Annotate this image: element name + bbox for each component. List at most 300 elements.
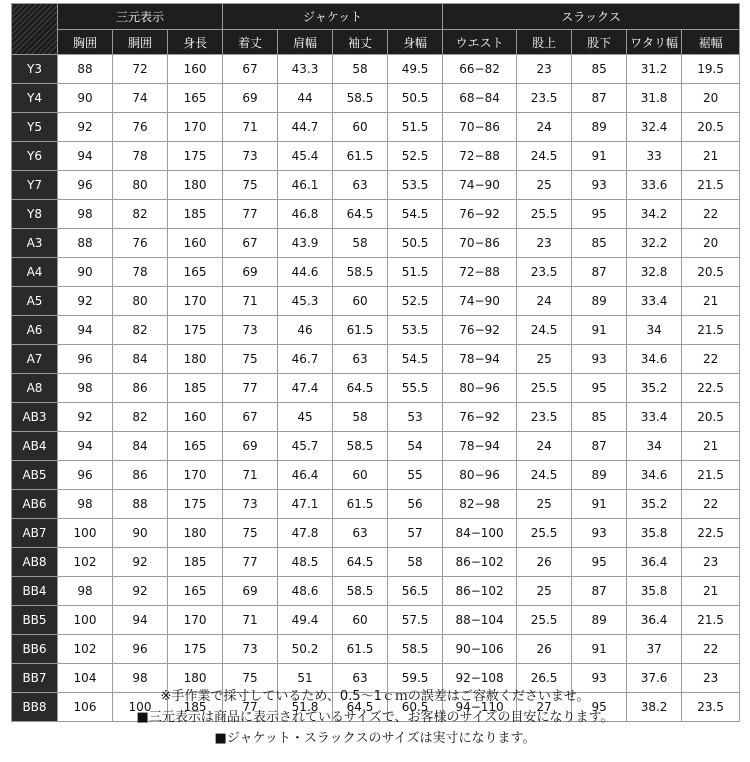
table-cell: 91 xyxy=(572,635,627,664)
table-row xyxy=(12,490,740,519)
table-row xyxy=(12,461,740,490)
table-cell: 24.5 xyxy=(517,461,572,490)
table-cell: 165 xyxy=(168,84,223,113)
row-size-label: Y8 xyxy=(12,200,58,229)
row-size-label: Y5 xyxy=(12,113,58,142)
table-cell: 170 xyxy=(168,113,223,142)
table-cell: 93 xyxy=(572,171,627,200)
table-cell: 26 xyxy=(517,548,572,577)
table-row xyxy=(12,635,740,664)
table-cell: 56.5 xyxy=(388,577,443,606)
table-cell: 24 xyxy=(517,287,572,316)
table-cell: 185 xyxy=(168,693,223,722)
row-size-label: BB4 xyxy=(12,577,58,606)
table-body xyxy=(12,55,740,722)
table-cell: 76−92 xyxy=(443,403,517,432)
table-cell: 22 xyxy=(682,490,740,519)
table-cell: 165 xyxy=(168,258,223,287)
table-cell: 95 xyxy=(572,548,627,577)
table-cell: 58.5 xyxy=(333,84,388,113)
table-cell: 54.5 xyxy=(388,345,443,374)
table-cell: 73 xyxy=(223,142,278,171)
table-cell: 87 xyxy=(572,258,627,287)
table-cell: 25.5 xyxy=(517,200,572,229)
table-cell: 85 xyxy=(572,55,627,84)
table-cell: 51.8 xyxy=(278,693,333,722)
table-cell: 85 xyxy=(572,403,627,432)
table-cell: 49.4 xyxy=(278,606,333,635)
table-cell: 92 xyxy=(58,287,113,316)
table-cell: 22.5 xyxy=(682,374,740,403)
table-cell: 98 xyxy=(58,374,113,403)
table-cell: 165 xyxy=(168,577,223,606)
table-row xyxy=(12,606,740,635)
table-cell: 45.4 xyxy=(278,142,333,171)
table-cell: 64.5 xyxy=(333,548,388,577)
table-cell: 64.5 xyxy=(333,374,388,403)
table-cell: 90 xyxy=(58,84,113,113)
table-cell: 78 xyxy=(113,142,168,171)
table-cell: 66−82 xyxy=(443,55,517,84)
table-cell: 35.8 xyxy=(627,519,682,548)
table-cell: 88 xyxy=(58,55,113,84)
table-cell: 33.6 xyxy=(627,171,682,200)
table-cell: 47.4 xyxy=(278,374,333,403)
table-cell: 84 xyxy=(113,432,168,461)
table-cell: 73 xyxy=(223,490,278,519)
table-cell: 23 xyxy=(517,55,572,84)
table-cell: 63 xyxy=(333,664,388,693)
row-size-label: Y6 xyxy=(12,142,58,171)
table-cell: 72−88 xyxy=(443,142,517,171)
table-cell: 23.5 xyxy=(682,693,740,722)
table-cell: 54.5 xyxy=(388,200,443,229)
table-cell: 33.4 xyxy=(627,287,682,316)
table-cell: 78−94 xyxy=(443,432,517,461)
table-cell: 25 xyxy=(517,577,572,606)
table-cell: 49.5 xyxy=(388,55,443,84)
notes xyxy=(0,686,750,749)
table-row xyxy=(12,577,740,606)
table-cell: 80 xyxy=(113,287,168,316)
table-cell: 33.4 xyxy=(627,403,682,432)
column-header: 胴囲 xyxy=(113,30,168,55)
table-cell: 95 xyxy=(572,693,627,722)
table-cell: 87 xyxy=(572,432,627,461)
table-cell: 20.5 xyxy=(682,258,740,287)
table-cell: 91 xyxy=(572,316,627,345)
table-cell: 73 xyxy=(223,316,278,345)
table-cell: 21 xyxy=(682,287,740,316)
table-cell: 45.3 xyxy=(278,287,333,316)
table-cell: 67 xyxy=(223,229,278,258)
table-cell: 100 xyxy=(113,693,168,722)
table-cell: 25 xyxy=(517,490,572,519)
table-cell: 86−102 xyxy=(443,577,517,606)
table-cell: 19.5 xyxy=(682,55,740,84)
table-cell: 45.7 xyxy=(278,432,333,461)
table-cell: 71 xyxy=(223,461,278,490)
table-cell: 88 xyxy=(58,229,113,258)
column-header: ワタリ幅 xyxy=(627,30,682,55)
note-measurement-error: ※手作業で採寸しているため、0.5〜1ｃｍの誤差はご容赦くださいませ。 xyxy=(160,689,590,704)
table-cell: 21 xyxy=(682,577,740,606)
table-cell: 85 xyxy=(572,229,627,258)
table-row xyxy=(12,200,740,229)
table-cell: 37 xyxy=(627,635,682,664)
table-cell: 46 xyxy=(278,316,333,345)
note-actual-size: ■ジャケット・スラックスのサイズは実寸になります。 xyxy=(214,731,536,746)
table-cell: 94−110 xyxy=(443,693,517,722)
table-cell: 75 xyxy=(223,664,278,693)
table-cell: 60 xyxy=(333,461,388,490)
group-header-sangen: 三元表示 xyxy=(58,4,223,30)
table-cell: 98 xyxy=(113,664,168,693)
table-cell: 175 xyxy=(168,316,223,345)
table-cell: 20.5 xyxy=(682,403,740,432)
table-cell: 58.5 xyxy=(388,635,443,664)
table-cell: 61.5 xyxy=(333,316,388,345)
table-cell: 60.5 xyxy=(388,693,443,722)
column-header: 身長 xyxy=(168,30,223,55)
table-cell: 44 xyxy=(278,84,333,113)
table-cell: 92 xyxy=(113,577,168,606)
table-cell: 20.5 xyxy=(682,113,740,142)
table-cell: 58.5 xyxy=(333,432,388,461)
table-cell: 98 xyxy=(58,577,113,606)
table-cell: 76−92 xyxy=(443,200,517,229)
table-cell: 51.5 xyxy=(388,113,443,142)
table-cell: 100 xyxy=(58,606,113,635)
table-row xyxy=(12,84,740,113)
table-cell: 51.5 xyxy=(388,258,443,287)
table-cell: 160 xyxy=(168,229,223,258)
table-cell: 23.5 xyxy=(517,84,572,113)
table-cell: 31.2 xyxy=(627,55,682,84)
table-row xyxy=(12,374,740,403)
table-cell: 96 xyxy=(58,461,113,490)
table-cell: 71 xyxy=(223,287,278,316)
table-cell: 72 xyxy=(113,55,168,84)
table-cell: 87 xyxy=(572,84,627,113)
table-cell: 22.5 xyxy=(682,519,740,548)
table-cell: 93 xyxy=(572,519,627,548)
table-cell: 61.5 xyxy=(333,635,388,664)
table-cell: 50.5 xyxy=(388,229,443,258)
column-header: 身幅 xyxy=(388,30,443,55)
table-cell: 92−108 xyxy=(443,664,517,693)
table-cell: 32.8 xyxy=(627,258,682,287)
table-cell: 96 xyxy=(113,635,168,664)
row-size-label: A6 xyxy=(12,316,58,345)
table-cell: 82 xyxy=(113,200,168,229)
row-size-label: BB6 xyxy=(12,635,58,664)
table-cell: 25 xyxy=(517,345,572,374)
table-row xyxy=(12,229,740,258)
table-cell: 34 xyxy=(627,432,682,461)
table-cell: 100 xyxy=(58,519,113,548)
table-cell: 58 xyxy=(333,403,388,432)
table-cell: 91 xyxy=(572,142,627,171)
table-cell: 21.5 xyxy=(682,171,740,200)
table-cell: 46.4 xyxy=(278,461,333,490)
column-header: 肩幅 xyxy=(278,30,333,55)
table-cell: 23.5 xyxy=(517,258,572,287)
group-header-jacket: ジャケット xyxy=(223,4,443,30)
table-cell: 175 xyxy=(168,142,223,171)
table-cell: 87 xyxy=(572,577,627,606)
table-cell: 92 xyxy=(58,403,113,432)
table-cell: 23.5 xyxy=(517,403,572,432)
table-cell: 185 xyxy=(168,548,223,577)
table-cell: 180 xyxy=(168,664,223,693)
table-cell: 180 xyxy=(168,345,223,374)
table-cell: 35.2 xyxy=(627,490,682,519)
table-cell: 23 xyxy=(682,548,740,577)
table-cell: 32.4 xyxy=(627,113,682,142)
row-size-label: BB8 xyxy=(12,693,58,722)
table-cell: 61.5 xyxy=(333,490,388,519)
table-cell: 80−96 xyxy=(443,374,517,403)
row-size-label: AB7 xyxy=(12,519,58,548)
table-cell: 44.7 xyxy=(278,113,333,142)
table-cell: 25.5 xyxy=(517,374,572,403)
row-size-label: Y7 xyxy=(12,171,58,200)
table-cell: 67 xyxy=(223,55,278,84)
table-cell: 95 xyxy=(572,200,627,229)
size-chart xyxy=(11,3,739,722)
table-cell: 34.6 xyxy=(627,461,682,490)
table-row xyxy=(12,403,740,432)
table-cell: 160 xyxy=(168,403,223,432)
table-cell: 180 xyxy=(168,171,223,200)
table-cell: 80−96 xyxy=(443,461,517,490)
table-cell: 48.5 xyxy=(278,548,333,577)
row-size-label: BB7 xyxy=(12,664,58,693)
table-cell: 46.1 xyxy=(278,171,333,200)
table-cell: 58 xyxy=(388,548,443,577)
table-cell: 77 xyxy=(223,374,278,403)
table-cell: 90 xyxy=(58,258,113,287)
table-cell: 82−98 xyxy=(443,490,517,519)
row-size-label: A4 xyxy=(12,258,58,287)
table-cell: 76 xyxy=(113,113,168,142)
row-size-label: A5 xyxy=(12,287,58,316)
table-cell: 21 xyxy=(682,432,740,461)
column-header: 着丈 xyxy=(223,30,278,55)
table-cell: 73 xyxy=(223,635,278,664)
table-cell: 102 xyxy=(58,635,113,664)
table-cell: 31.8 xyxy=(627,84,682,113)
row-size-label: BB5 xyxy=(12,606,58,635)
table-cell: 25 xyxy=(517,171,572,200)
table-cell: 21.5 xyxy=(682,316,740,345)
table-row xyxy=(12,55,740,84)
table-cell: 59.5 xyxy=(388,664,443,693)
table-cell: 36.4 xyxy=(627,548,682,577)
table-cell: 26.5 xyxy=(517,664,572,693)
table-cell: 22 xyxy=(682,635,740,664)
table-cell: 76−92 xyxy=(443,316,517,345)
table-cell: 24 xyxy=(517,432,572,461)
table-cell: 67 xyxy=(223,403,278,432)
column-header: 股上 xyxy=(517,30,572,55)
row-size-label: Y4 xyxy=(12,84,58,113)
table-cell: 24 xyxy=(517,113,572,142)
table-cell: 88 xyxy=(113,490,168,519)
table-cell: 60 xyxy=(333,113,388,142)
table-cell: 82 xyxy=(113,316,168,345)
table-cell: 94 xyxy=(58,432,113,461)
column-header-row xyxy=(12,30,740,55)
table-cell: 51 xyxy=(278,664,333,693)
table-cell: 37.6 xyxy=(627,664,682,693)
table-cell: 21 xyxy=(682,142,740,171)
table-cell: 58.5 xyxy=(333,577,388,606)
table-cell: 165 xyxy=(168,432,223,461)
table-row xyxy=(12,113,740,142)
row-size-label: A7 xyxy=(12,345,58,374)
table-row xyxy=(12,287,740,316)
table-cell: 50.2 xyxy=(278,635,333,664)
table-cell: 57.5 xyxy=(388,606,443,635)
table-cell: 68−84 xyxy=(443,84,517,113)
table-cell: 20 xyxy=(682,84,740,113)
table-cell: 22 xyxy=(682,345,740,374)
table-cell: 63 xyxy=(333,519,388,548)
table-cell: 92 xyxy=(58,113,113,142)
table-cell: 56 xyxy=(388,490,443,519)
table-cell: 60 xyxy=(333,606,388,635)
table-cell: 27 xyxy=(517,693,572,722)
row-size-label: A3 xyxy=(12,229,58,258)
table-cell: 170 xyxy=(168,461,223,490)
table-cell: 35.8 xyxy=(627,577,682,606)
table-cell: 47.1 xyxy=(278,490,333,519)
table-cell: 106 xyxy=(58,693,113,722)
table-cell: 21.5 xyxy=(682,461,740,490)
table-cell: 98 xyxy=(58,200,113,229)
table-row xyxy=(12,519,740,548)
table-cell: 89 xyxy=(572,461,627,490)
table-cell: 93 xyxy=(572,664,627,693)
table-cell: 23 xyxy=(682,664,740,693)
group-header-row xyxy=(12,4,740,30)
table-cell: 52.5 xyxy=(388,142,443,171)
table-cell: 60 xyxy=(333,287,388,316)
table-cell: 20 xyxy=(682,229,740,258)
column-header: 裾幅 xyxy=(682,30,740,55)
table-cell: 22 xyxy=(682,200,740,229)
table-cell: 34 xyxy=(627,316,682,345)
table-cell: 170 xyxy=(168,287,223,316)
table-cell: 90 xyxy=(113,519,168,548)
table-cell: 74−90 xyxy=(443,171,517,200)
table-cell: 90−106 xyxy=(443,635,517,664)
table-cell: 70−86 xyxy=(443,229,517,258)
row-size-label: A8 xyxy=(12,374,58,403)
table-cell: 69 xyxy=(223,577,278,606)
table-cell: 23 xyxy=(517,229,572,258)
table-row xyxy=(12,142,740,171)
table-cell: 180 xyxy=(168,519,223,548)
table-cell: 26 xyxy=(517,635,572,664)
table-cell: 45 xyxy=(278,403,333,432)
column-header: ウエスト xyxy=(443,30,517,55)
table-cell: 75 xyxy=(223,345,278,374)
table-cell: 89 xyxy=(572,287,627,316)
table-cell: 86−102 xyxy=(443,548,517,577)
row-size-label: Y3 xyxy=(12,55,58,84)
table-cell: 96 xyxy=(58,171,113,200)
table-cell: 64.5 xyxy=(333,200,388,229)
table-cell: 170 xyxy=(168,606,223,635)
table-cell: 160 xyxy=(168,55,223,84)
table-cell: 69 xyxy=(223,258,278,287)
table-cell: 58 xyxy=(333,229,388,258)
table-cell: 70−86 xyxy=(443,113,517,142)
table-cell: 55.5 xyxy=(388,374,443,403)
table-cell: 32.2 xyxy=(627,229,682,258)
row-size-label: AB3 xyxy=(12,403,58,432)
table-cell: 63 xyxy=(333,171,388,200)
table-cell: 53.5 xyxy=(388,316,443,345)
table-cell: 21.5 xyxy=(682,606,740,635)
table-cell: 98 xyxy=(58,490,113,519)
table-cell: 63 xyxy=(333,345,388,374)
table-cell: 88−104 xyxy=(443,606,517,635)
table-cell: 44.6 xyxy=(278,258,333,287)
table-cell: 43.9 xyxy=(278,229,333,258)
table-cell: 35.2 xyxy=(627,374,682,403)
table-cell: 34.6 xyxy=(627,345,682,374)
table-cell: 24.5 xyxy=(517,142,572,171)
table-cell: 77 xyxy=(223,200,278,229)
table-cell: 57 xyxy=(388,519,443,548)
table-cell: 91 xyxy=(572,490,627,519)
table-cell: 54 xyxy=(388,432,443,461)
table-cell: 24.5 xyxy=(517,316,572,345)
table-cell: 69 xyxy=(223,432,278,461)
table-cell: 76 xyxy=(113,229,168,258)
column-header: 袖丈 xyxy=(333,30,388,55)
table-cell: 93 xyxy=(572,345,627,374)
table-cell: 102 xyxy=(58,548,113,577)
table-row xyxy=(12,345,740,374)
table-cell: 78 xyxy=(113,258,168,287)
table-row xyxy=(12,258,740,287)
note-sangen-display: ■三元表示は商品に表示されているサイズで、お客様のサイズの目安になります。 xyxy=(136,710,614,725)
row-size-label: AB5 xyxy=(12,461,58,490)
row-size-label: AB6 xyxy=(12,490,58,519)
table-cell: 94 xyxy=(113,606,168,635)
table-cell: 55 xyxy=(388,461,443,490)
table-cell: 185 xyxy=(168,200,223,229)
table-cell: 75 xyxy=(223,171,278,200)
row-size-label: AB4 xyxy=(12,432,58,461)
table-cell: 104 xyxy=(58,664,113,693)
group-header-slacks: スラックス xyxy=(443,4,740,30)
table-cell: 34.2 xyxy=(627,200,682,229)
table-cell: 75 xyxy=(223,519,278,548)
table-cell: 92 xyxy=(113,548,168,577)
corner-cell xyxy=(12,4,58,55)
table-cell: 25.5 xyxy=(517,606,572,635)
table-cell: 52.5 xyxy=(388,287,443,316)
table-cell: 36.4 xyxy=(627,606,682,635)
table-cell: 47.8 xyxy=(278,519,333,548)
table-cell: 94 xyxy=(58,316,113,345)
